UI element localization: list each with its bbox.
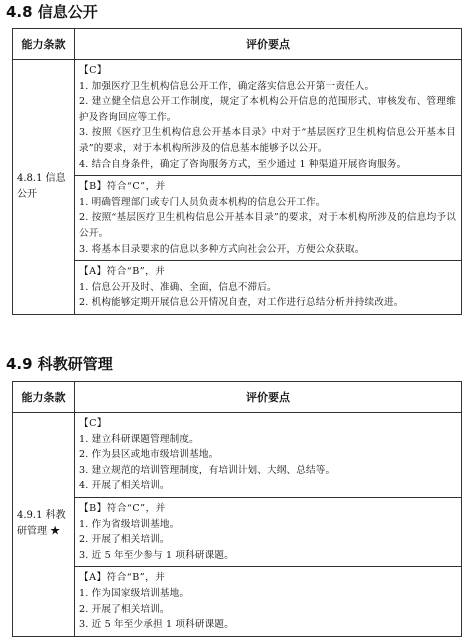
criteria-item: 3. 按照《医疗卫生机构信息公开基本目录》中对于“基层医疗卫生机构信息公开基本目录”的要求，对于本机构所涉及的信息基本能够予以公开。 bbox=[79, 127, 456, 154]
grade-title: 【B】符合“C”，并 bbox=[79, 502, 166, 514]
grade-b-cell bbox=[75, 497, 462, 566]
criteria-item: 2. 作为县区或地市级培训基地。 bbox=[79, 449, 219, 461]
table-header-row bbox=[13, 382, 462, 413]
section-title-4-8: 4.8 信息公开 bbox=[6, 3, 98, 21]
criteria-item: 1. 加强医疗卫生机构信息公开工作，确定落实信息公开第一责任人。 bbox=[79, 80, 375, 92]
grade-row-b bbox=[13, 497, 462, 566]
grade-a-cell bbox=[75, 261, 462, 315]
grade-row-c bbox=[13, 413, 462, 498]
header-capability: 能力条款 bbox=[13, 382, 75, 413]
grade-c-cell bbox=[75, 60, 462, 176]
criteria-item: 3. 近 5 年至少参与 1 项科研课题。 bbox=[79, 549, 234, 561]
grade-c-cell bbox=[75, 413, 462, 498]
criteria-item: 1. 作为省级培训基地。 bbox=[79, 518, 180, 530]
capability-cell: 4.8.1 信息公开 bbox=[13, 60, 75, 315]
grade-title: 【C】 bbox=[79, 65, 108, 76]
grade-row-a bbox=[13, 567, 462, 636]
grade-row-b bbox=[13, 176, 462, 261]
grade-a-cell bbox=[75, 567, 462, 636]
criteria-item: 1. 作为国家级培训基地。 bbox=[79, 587, 190, 599]
criteria-item: 3. 将基本目录要求的信息以多种方式向社会公开，方便公众获取。 bbox=[79, 243, 365, 255]
criteria-item: 2. 开展了相关培训。 bbox=[79, 534, 170, 546]
header-criteria: 评价要点 bbox=[75, 382, 462, 413]
table-header-row bbox=[13, 29, 462, 60]
criteria-item: 4. 开展了相关培训。 bbox=[79, 480, 170, 492]
grade-title: 【C】 bbox=[79, 418, 108, 429]
criteria-table-4-9 bbox=[12, 381, 462, 637]
grade-row-c bbox=[13, 60, 462, 176]
section-title-4-9: 4.9 科教研管理 bbox=[6, 355, 113, 373]
criteria-item: 1. 信息公开及时、准确、全面，信息不滞后。 bbox=[79, 281, 277, 293]
criteria-item: 3. 建立规范的培训管理制度，有培训计划、大纲、总结等。 bbox=[79, 464, 336, 476]
grade-title: 【B】符合“C”，并 bbox=[79, 181, 166, 193]
grade-title: 【A】符合“B”，并 bbox=[79, 266, 166, 278]
grade-title: 【A】符合“B”，并 bbox=[79, 572, 166, 584]
criteria-item: 2. 机构能够定期开展信息公开情况自查，对工作进行总结分析并持续改进。 bbox=[79, 297, 404, 309]
criteria-item: 1. 明确管理部门或专门人员负责本机构的信息公开工作。 bbox=[79, 196, 326, 208]
criteria-item: 4. 结合自身条件，确定了咨询服务方式，至少通过 1 种渠道开展咨询服务。 bbox=[79, 158, 407, 170]
header-capability: 能力条款 bbox=[13, 29, 75, 60]
grade-row-a bbox=[13, 261, 462, 315]
grade-b-cell bbox=[75, 176, 462, 261]
header-criteria: 评价要点 bbox=[75, 29, 462, 60]
criteria-item: 2. 建立健全信息公开工作制度，规定了本机构公开信息的范围形式、审核发布、管理维护及咨询回应等工作。 bbox=[79, 96, 456, 123]
criteria-item: 3. 近 5 年至少承担 1 项科研课题。 bbox=[79, 619, 234, 631]
criteria-item: 1. 建立科研课题管理制度。 bbox=[79, 433, 199, 445]
capability-cell: 4.9.1 科教研管理 ★ bbox=[13, 413, 75, 637]
criteria-item: 2. 开展了相关培训。 bbox=[79, 603, 170, 615]
criteria-table-4-8 bbox=[12, 28, 462, 315]
criteria-item: 2. 按照“基层医疗卫生机构信息公开基本目录”的要求，对于本机构所涉及的信息均予以公开。 bbox=[79, 212, 456, 239]
